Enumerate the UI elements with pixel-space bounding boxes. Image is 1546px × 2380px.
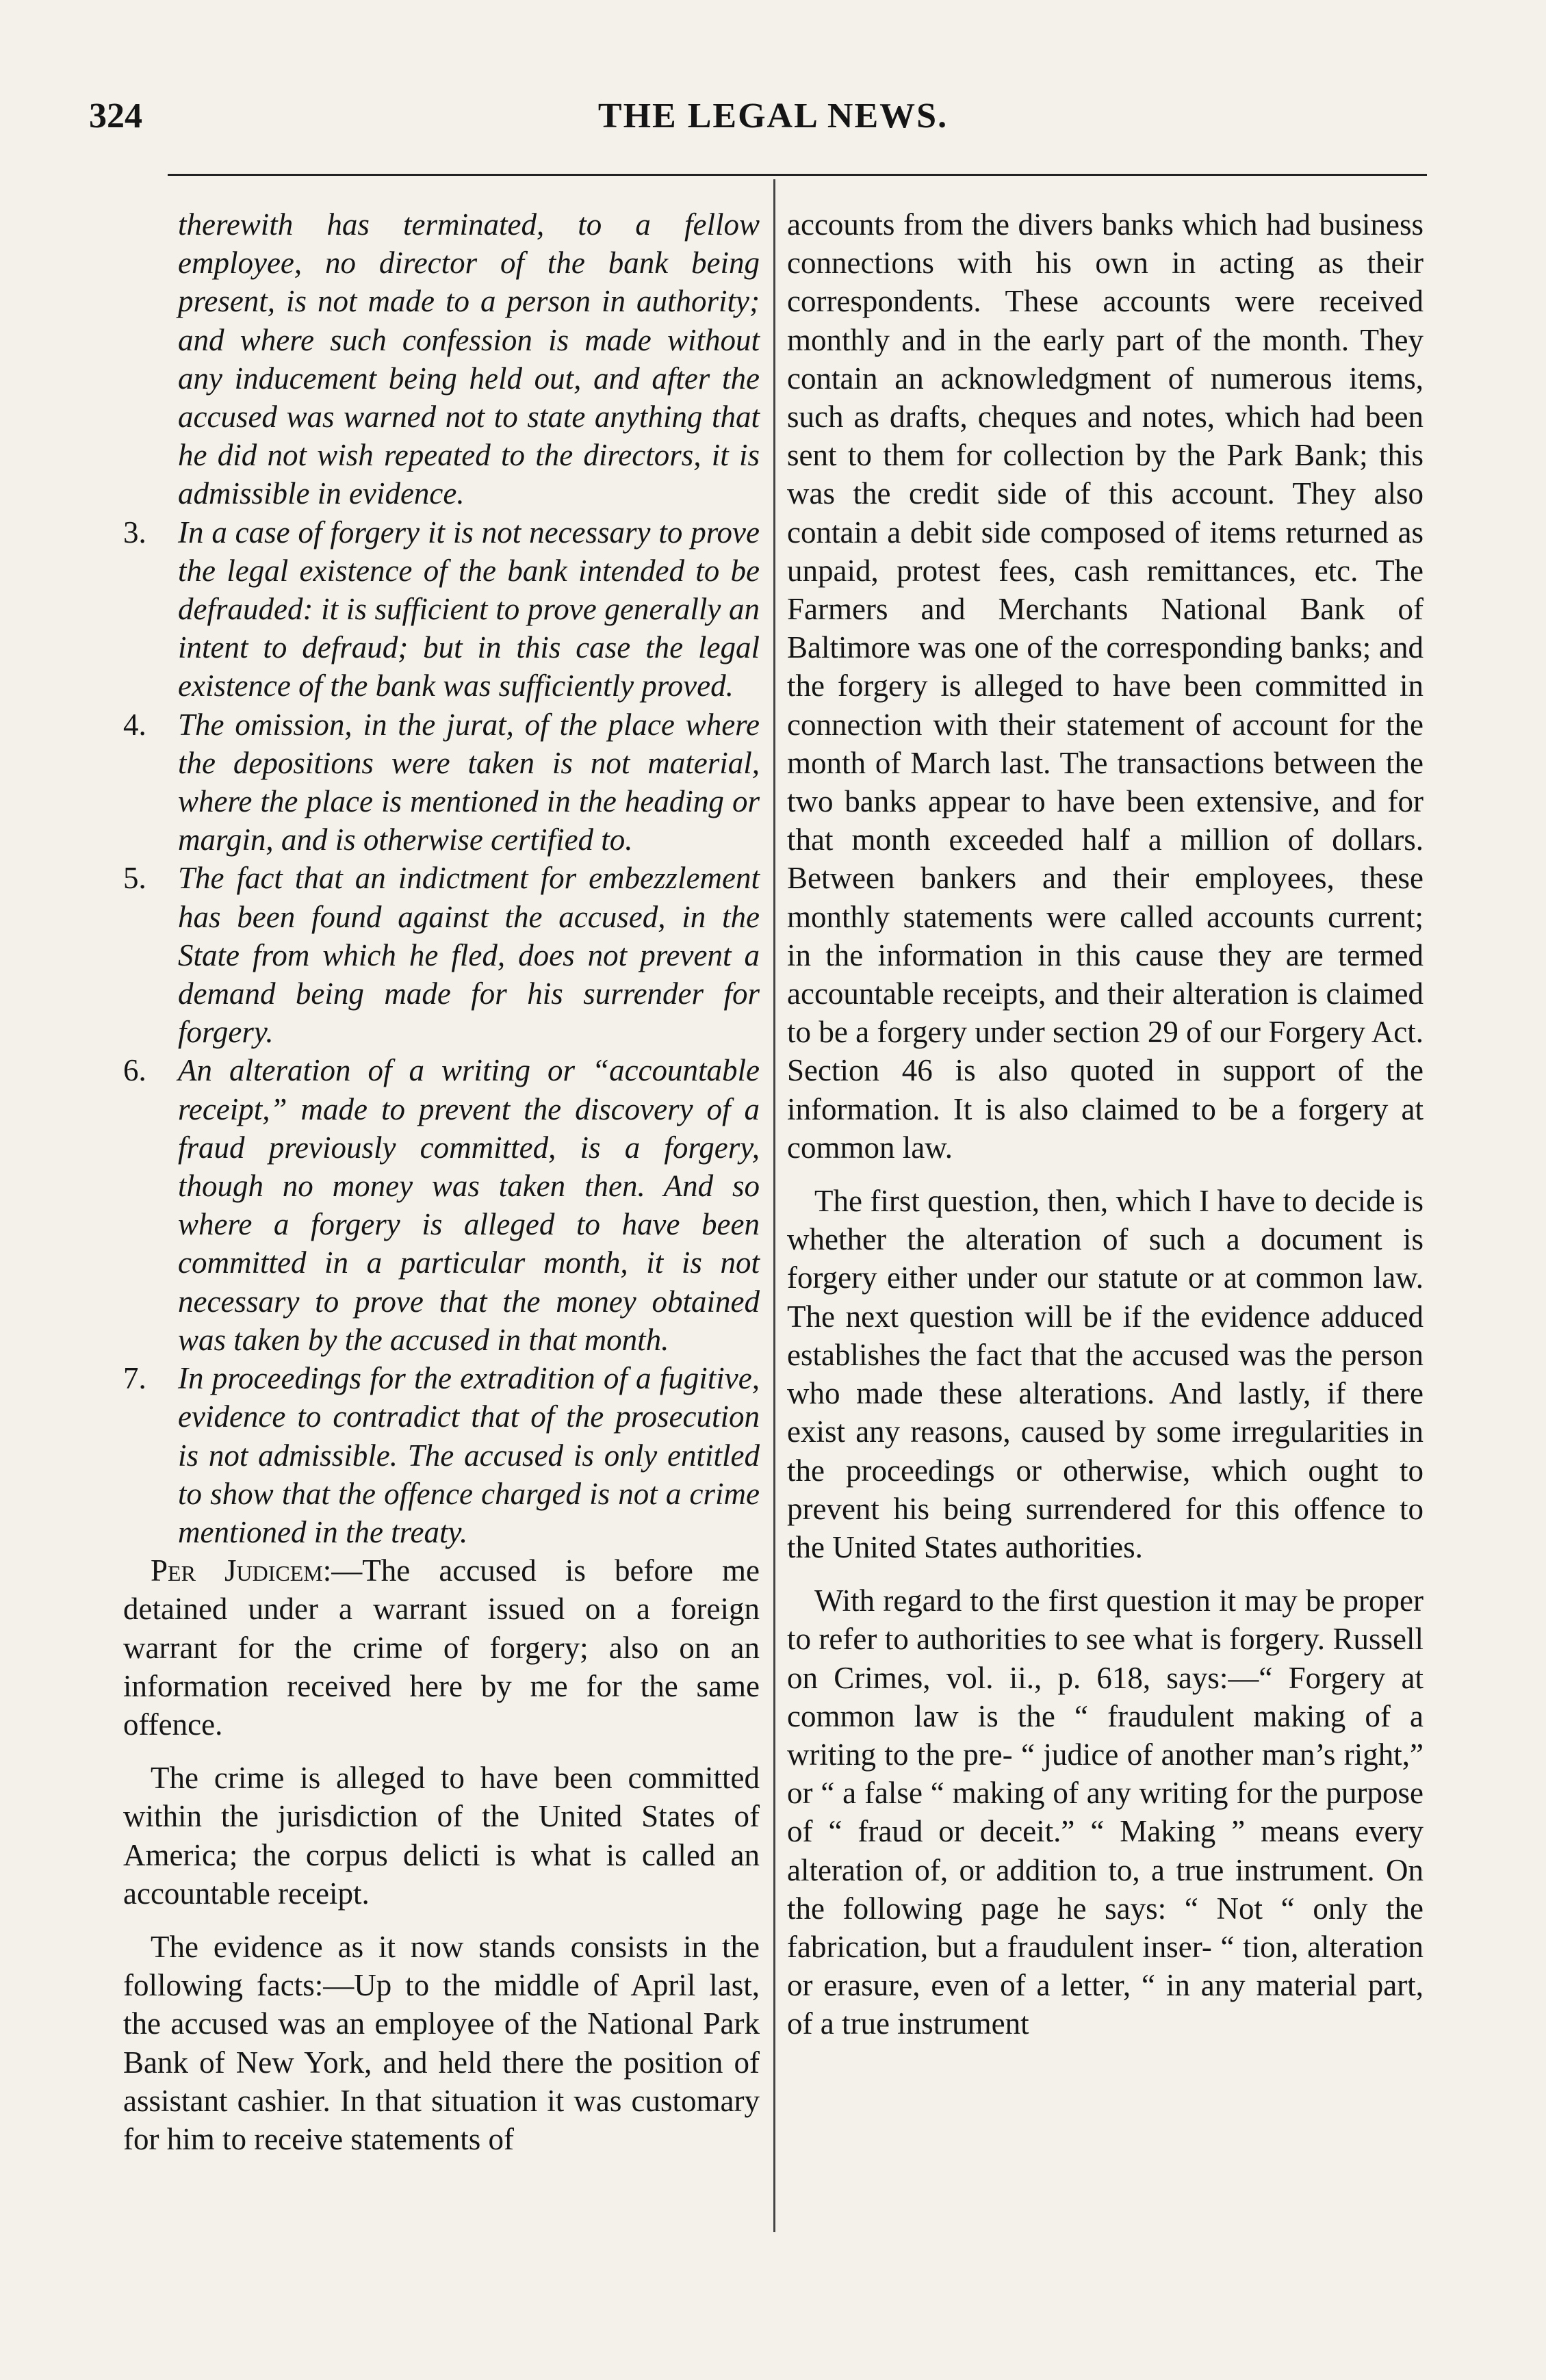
headnote-text: In a case of forgery it is not necessary to prove the legal existence of the bank intended to be defrauded: it is sufficient to prove generally an intent to defraud; but in this case the legal existence of the bank was sufficiently proved.	[178, 515, 760, 703]
left-column	[123, 205, 760, 2158]
per-judicem-label: Per Judicem:	[151, 1553, 332, 1588]
paragraph-crime: The crime is alleged to have been committed within the jurisdiction of the United States of America; the corpus delicti is what is called an accountable receipt.	[123, 1761, 760, 1911]
headnote-continuation: therewith has terminated, to a fellow employee, no director of the bank being present, is not made to a person in authority; and where such confession is made without any inducement being held out, and after the accused was warned not to state anything that he did not wish repeated to the directors, it is admissible in evidence.	[178, 207, 760, 511]
header-rule	[168, 174, 1427, 176]
paragraph-accounts: accounts from the divers banks which had business connections with his own in acting as their correspondents. These accounts were received monthly and in the early part of the month. They contain an acknowledgment of numerous items, such as drafts, cheques and notes, which had been sent to them for collection by the Park Bank; this was the credit side of this account. They also contain a debit side composed of items returned as unpaid, protest fees, cash remittances, etc. The Farmers and Merchants National Bank of Baltimore was one of the corresponding banks; and the forgery is alleged to have been committed in connection with their statement of account for the month of March last. The transactions between the two banks appear to have been extensive, and for that month exceeded half a million of dollars. Between bankers and their employees, these monthly statements were called accounts current; in the information in this cause they are termed accountable receipts, and their alteration is claimed to be a forgery under section 29 of our Forgery Act. Section 46 is also quoted in support of the information. It is also claimed to be a forgery at common law.	[787, 207, 1423, 1165]
headnote-7	[123, 1359, 760, 1551]
paragraph-regard: With regard to the first question it may be proper to refer to authorities to see what is forgery. Russell on Crimes, vol. ii., p. 618, says:—“ Forgery at common law is the “ fraudulent making of a writing to the pre- “ judice of another man’s right,” or “ a false “ making of any writing for the purpose of “ fraud or deceit.” “ Making ” means every alteration of, or addition to, a true instrument. On the following page he says: “ Not “ only the fabrication, but a fraudulent inser- “ tion, alteration or erasure, even of a letter, “ in any material part, of a true instrument	[787, 1583, 1423, 2041]
headnote-number: 5.	[123, 861, 146, 896]
headnote-number: 4.	[123, 707, 146, 742]
page-number: 324	[89, 96, 142, 135]
headnote-text: In proceedings for the extradition of a fugitive, evidence to contradict that of the prosecution is not admissible. The accused is only entitled to show that the offence charged is not a crime mentioned in the treaty.	[178, 1361, 760, 1549]
headnote-number: 7.	[123, 1361, 146, 1396]
headnote-number: 6.	[123, 1053, 146, 1088]
paragraph-evidence: The evidence as it now stands consists in the following facts:—Up to the middle of April last, the accused was an employee of the National Park Bank of New York, and held there the position of assistant cashier. In that situation it was customary for him to receive statements of	[123, 1929, 760, 2156]
headnote-6	[123, 1051, 760, 1359]
headnote-text: The omission, in the jurat, of the place where the depositions were taken is not material, where the place is mentioned in the heading or margin, and is otherwise certified to.	[178, 707, 760, 857]
headnote-3	[123, 513, 760, 706]
paragraph-first-question: The first question, then, which I have to decide is whether the alteration of such a document is forgery either under our statute or at common law. The next question will be if the evidence adduced establishes the fact that the accused was the person who made these alterations. And lastly, if there exist any reasons, caused by some irregularities in the proceedings or otherwise, which ought to prevent his being surrendered for this offence to the United States authorities.	[787, 1184, 1423, 1564]
per-judicem-paragraph	[123, 1551, 760, 1744]
headnote-number: 3.	[123, 515, 146, 549]
column-divider	[773, 179, 775, 2232]
page-header	[0, 96, 1546, 151]
journal-title: THE LEGAL NEWS.	[597, 96, 949, 135]
headnote-4	[123, 706, 760, 859]
right-column	[787, 205, 1423, 2043]
per-judicem-text: —The accused is before me detained under a warrant issued on a foreign warrant for the crime of forgery; also on an information received here by me for the same offence.	[123, 1553, 760, 1742]
headnote-text: An alteration of a writing or “accountable receipt,” made to prevent the discovery of a fraud previously committed, is a forgery, though no money was taken then. And so where a forgery is alleged to have been committed in a particular month, it is not necessary to prove that the money obtained was taken by the accused in that month.	[178, 1053, 760, 1357]
headnote-5	[123, 859, 760, 1051]
headnote-text: The fact that an indictment for embezzlement has been found against the accused, in the State from which he fled, does not prevent a demand being made for his surrender for forgery.	[178, 861, 760, 1050]
